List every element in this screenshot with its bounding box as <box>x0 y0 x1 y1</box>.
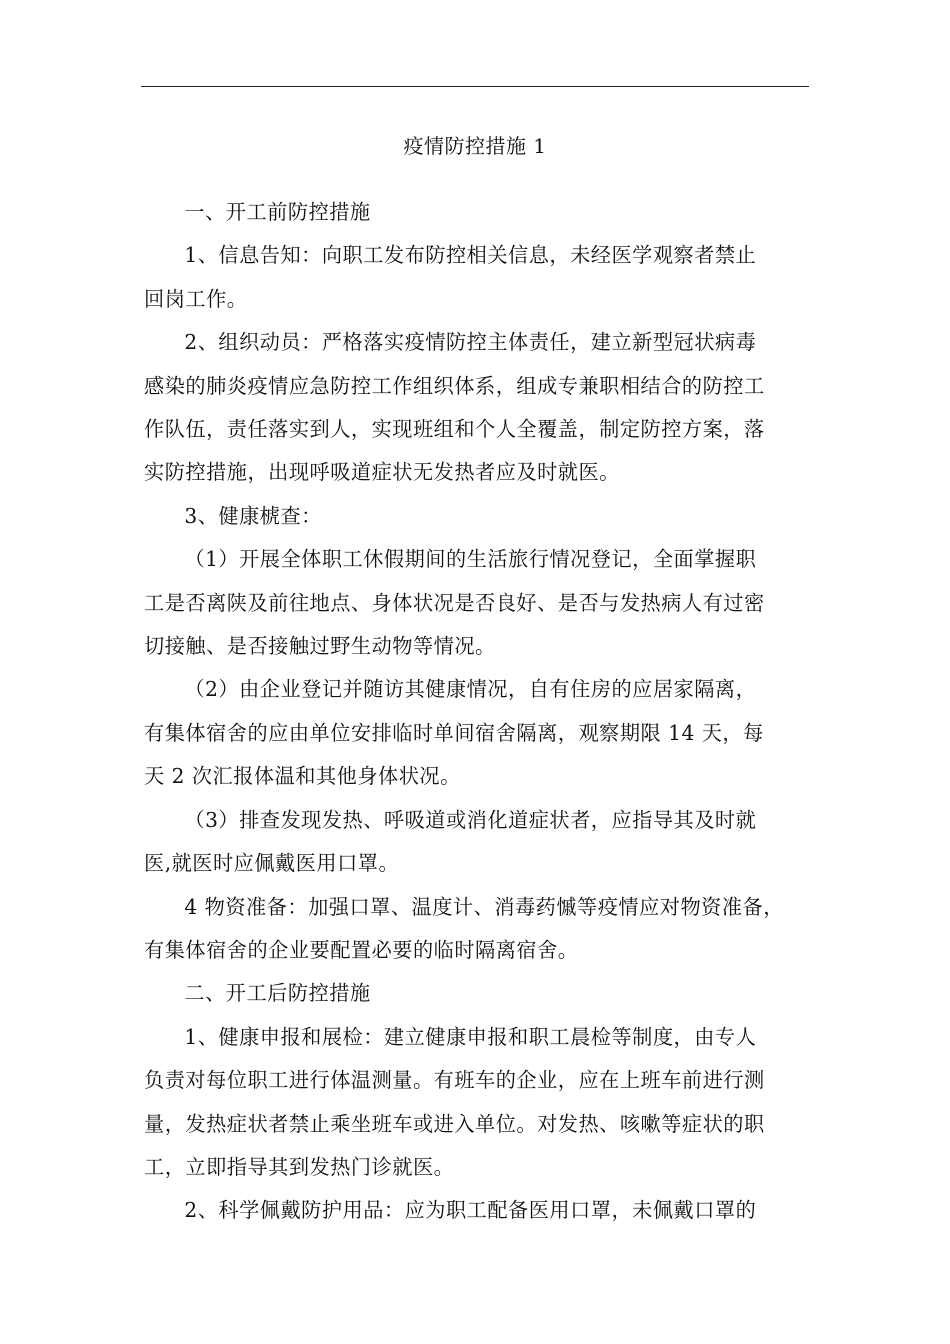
paragraph-organization: 2、组织动员：严格落实疫情防控主体责任，建立新型冠状病毒 感染的肺炎疫情应急防控工作组织体系，组成专兼职相结合的防控工 作队伍，责任落实到人，实现班组和个人全覆盖，制定防控方案，落 实防控措施，出现呼吸道症状无发热者应及时就医。 <box>144 330 765 485</box>
header-rule <box>141 86 809 87</box>
paragraph-health-check-item-3: （3）排查发现发热、呼吸道或消化道症状者，应指导其及时就 医,就医时应佩戴医用口罩。 <box>144 807 757 876</box>
paragraph-health-check-heading: 3、健康椃查： <box>184 503 322 528</box>
paragraph-health-check-item-2: （2）由企业登记并随访其健康情况，自有住房的应居家隔离， 有集体宿舍的应由单位安排临时单间宿舍隔离，观察期限 14 天，每 天 2 次汇报体温和其他身体状况。 <box>144 677 764 789</box>
paragraph-health-check-item-1: （1）开展全体职工休假期间的生活旅行情况登记，全面掌握职 工是否离陕及前往地点、身体状况是否良好、是否与发热病人有过密 切接触、是否接触过野生动物等情况。 <box>144 547 765 659</box>
section-heading-before-work: 一、开工前防控措施 <box>184 200 371 224</box>
section-heading-after-work: 二、开工后防控措施 <box>184 981 371 1006</box>
document-body <box>144 191 808 1233</box>
document-title: 疫情防控措施 1 <box>403 134 547 158</box>
paragraph-protective-equipment: 2、科学佩戴防护用品：应为职工配备医用口罩，未佩戴口罩的 <box>184 1198 757 1223</box>
paragraph-information-notice: 1、信息告知：向职工发布防控相关信息，未经医学观察者禁止 回岗工作。 <box>144 243 757 311</box>
paragraph-health-declaration: 1、健康申报和展检：建立健康申报和职工晨检等制度，由专人 负责对每位职工进行体温测量。有班车的企业，应在上班车前进行测 量，发热症状者禁止乘坐班车或进入单位。对发热、咳嗽等症状的职 工，立即指导其到发热门诊就医。 <box>144 1024 765 1179</box>
paragraph-supplies: 4 物资准备：加强口罩、温度计、消毒药慽等疫情应对物资准备， 有集体宿舍的企业要配置必要的临时隔离宿舍。 <box>144 894 784 962</box>
